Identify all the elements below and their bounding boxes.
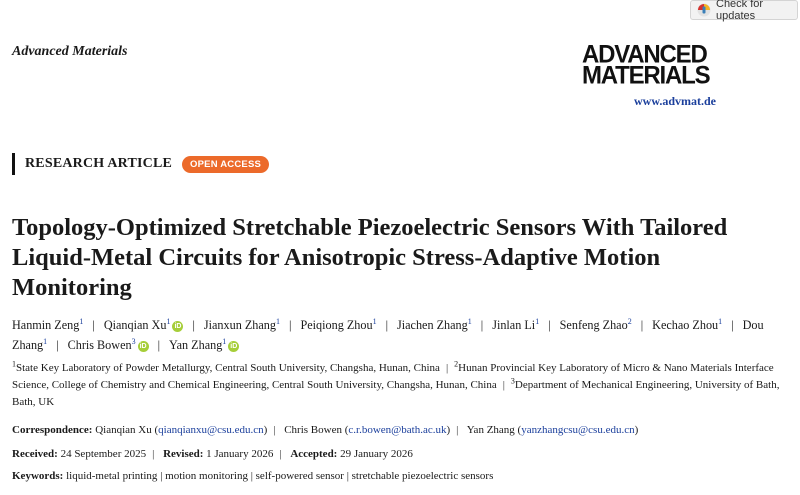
check-for-updates-button[interactable] — [690, 0, 798, 20]
affiliation-number: 3 — [510, 376, 515, 386]
author-separator: | — [480, 318, 484, 332]
affiliation-separator: | — [445, 362, 449, 374]
author-list — [12, 315, 782, 355]
author-separator: | — [385, 318, 389, 332]
correspondence-line: Correspondence: Qianqian Xu (qianqianxu@csu.edu.cn) | Chris Bowen (c.r.bowen@bath.ac.uk) | Yan Zhang (yanzhangcsu@csu.edu.cn) — [12, 424, 639, 436]
author-name: Kechao Zhou — [652, 318, 719, 332]
author-separator: | — [640, 318, 644, 332]
affiliation-text: State Key Laboratory of Powder Metallurgy, Central South University, Changsha, Hunan, China — [16, 362, 440, 374]
author-separator: | — [192, 318, 195, 332]
author[interactable] — [68, 338, 149, 352]
keywords-label: Keywords: — [12, 470, 64, 482]
affiliation-text: Department of Mechanical Engineering, University of Bath, Bath, UK — [12, 379, 780, 408]
orcid-icon[interactable]: iD — [139, 343, 147, 350]
author-name: Senfeng Zhao — [559, 318, 628, 332]
keyword: self-powered sensor — [255, 470, 344, 482]
author-name: Jinlan Li — [492, 318, 536, 332]
keyword-separator: | — [247, 470, 256, 482]
article-type-bar — [12, 153, 15, 175]
received-label: Received: — [12, 448, 58, 460]
correspondence-separator: | — [273, 424, 276, 436]
correspondence-separator: | — [456, 424, 459, 436]
author-name: Hanmin Zeng — [12, 318, 80, 332]
affiliation-number: 2 — [454, 359, 459, 369]
received-date: 24 September 2025 — [60, 448, 147, 460]
author-affiliation-sup: 1 — [467, 316, 472, 326]
author-name: Yan Zhang — [169, 338, 223, 352]
journal-name: Advanced Materials — [12, 44, 128, 59]
author-affiliation-sup: 1 — [535, 316, 540, 326]
author-separator: | — [56, 338, 59, 352]
check-for-updates-label: Check for updates — [716, 0, 764, 22]
author-affiliation-sup: 1 — [43, 336, 48, 346]
keyword: motion monitoring — [165, 470, 248, 482]
author[interactable] — [492, 318, 539, 332]
affiliation-separator: | — [502, 379, 505, 391]
correspondence-name: Chris Bowen — [284, 424, 342, 436]
affiliation-text: Hunan Provincial Key Laboratory of Micro & Nano Materials Interface Science, College of Chemistry and Chemical Engineering, Central South University, Changsha, Hunan, China — [12, 362, 774, 391]
correspondence-label: Correspondence: — [12, 424, 93, 436]
revised-label: Revised: — [163, 448, 204, 460]
author[interactable] — [300, 318, 376, 332]
author[interactable] — [104, 318, 184, 332]
author-name: Jiachen Zhang — [397, 318, 468, 332]
author-separator: | — [92, 318, 95, 332]
orcid-icon[interactable]: iD — [230, 343, 238, 350]
affiliation-number: 1 — [12, 359, 16, 369]
keyword-separator: | — [157, 470, 166, 482]
keyword: liquid-metal printing — [66, 470, 158, 482]
author-affiliation-sup: 1 — [79, 316, 84, 326]
journal-logo — [582, 40, 738, 90]
accepted-label: Accepted: — [290, 448, 338, 460]
crossmark-icon — [697, 3, 711, 17]
revised-date: 1 January 2026 — [206, 448, 274, 460]
author-affiliation-sup: 3 — [131, 336, 136, 346]
open-access-badge: OPEN ACCESS — [182, 156, 269, 173]
accepted-date: 29 January 2026 — [340, 448, 413, 460]
article-type-label: RESEARCH ARTICLE — [25, 156, 173, 171]
correspondence-email-link[interactable]: yanzhangcsu@csu.edu.cn — [521, 424, 635, 436]
author-separator: | — [731, 318, 734, 332]
author[interactable] — [560, 318, 632, 332]
author-name: Dou Zhang — [12, 318, 764, 352]
author-separator: | — [548, 318, 551, 332]
author-affiliation-sup: 1 — [166, 316, 171, 326]
article-type-header — [12, 153, 269, 175]
author-affiliation-sup: 2 — [627, 316, 632, 326]
logo-line-2: MATERIALS — [582, 61, 710, 90]
author-separator: | — [157, 338, 161, 352]
author-affiliation-sup: 1 — [222, 336, 227, 346]
article-title: Topology-Optimized Stretchable Piezoelectric Sensors With Tailored Liquid-Metal Circuits for Anisotropic Stress-Adaptive Motion Monitoring — [12, 214, 728, 301]
author[interactable] — [397, 318, 472, 332]
journal-website-link[interactable]: www.advmat.de — [634, 94, 717, 108]
correspondence-email-link[interactable]: qianqianxu@csu.edu.cn — [158, 424, 264, 436]
correspondence-name: Qianqian Xu — [95, 424, 152, 436]
author-name: Jianxun Zhang — [203, 318, 276, 332]
author[interactable] — [652, 318, 722, 332]
correspondence-email-link[interactable]: c.r.bowen@bath.ac.uk — [348, 424, 447, 436]
author-name: Chris Bowen — [67, 338, 132, 352]
author-affiliation-sup: 1 — [276, 316, 280, 326]
affiliations — [12, 360, 782, 411]
logo-line-1: ADVANCED — [582, 40, 707, 69]
author-name: Qianqian Xu — [103, 318, 167, 332]
author-separator: | — [289, 318, 292, 332]
author-affiliation-sup: 1 — [718, 316, 723, 326]
correspondence-name: Yan Zhang — [466, 424, 515, 436]
author[interactable] — [204, 318, 280, 332]
keyword: stretchable piezoelectric sensors — [351, 470, 494, 482]
author-affiliation-sup: 1 — [372, 316, 377, 326]
author[interactable] — [169, 338, 239, 352]
author[interactable] — [12, 318, 83, 332]
orcid-icon[interactable]: iD — [174, 323, 182, 330]
keyword-separator: | — [343, 470, 352, 482]
keywords-line — [12, 469, 792, 483]
dates-line: Received: 24 September 2025 | Revised: 1 January 2026 | Accepted: 29 January 2026 — [12, 448, 413, 460]
author-name: Peiqiong Zhou — [300, 318, 373, 332]
